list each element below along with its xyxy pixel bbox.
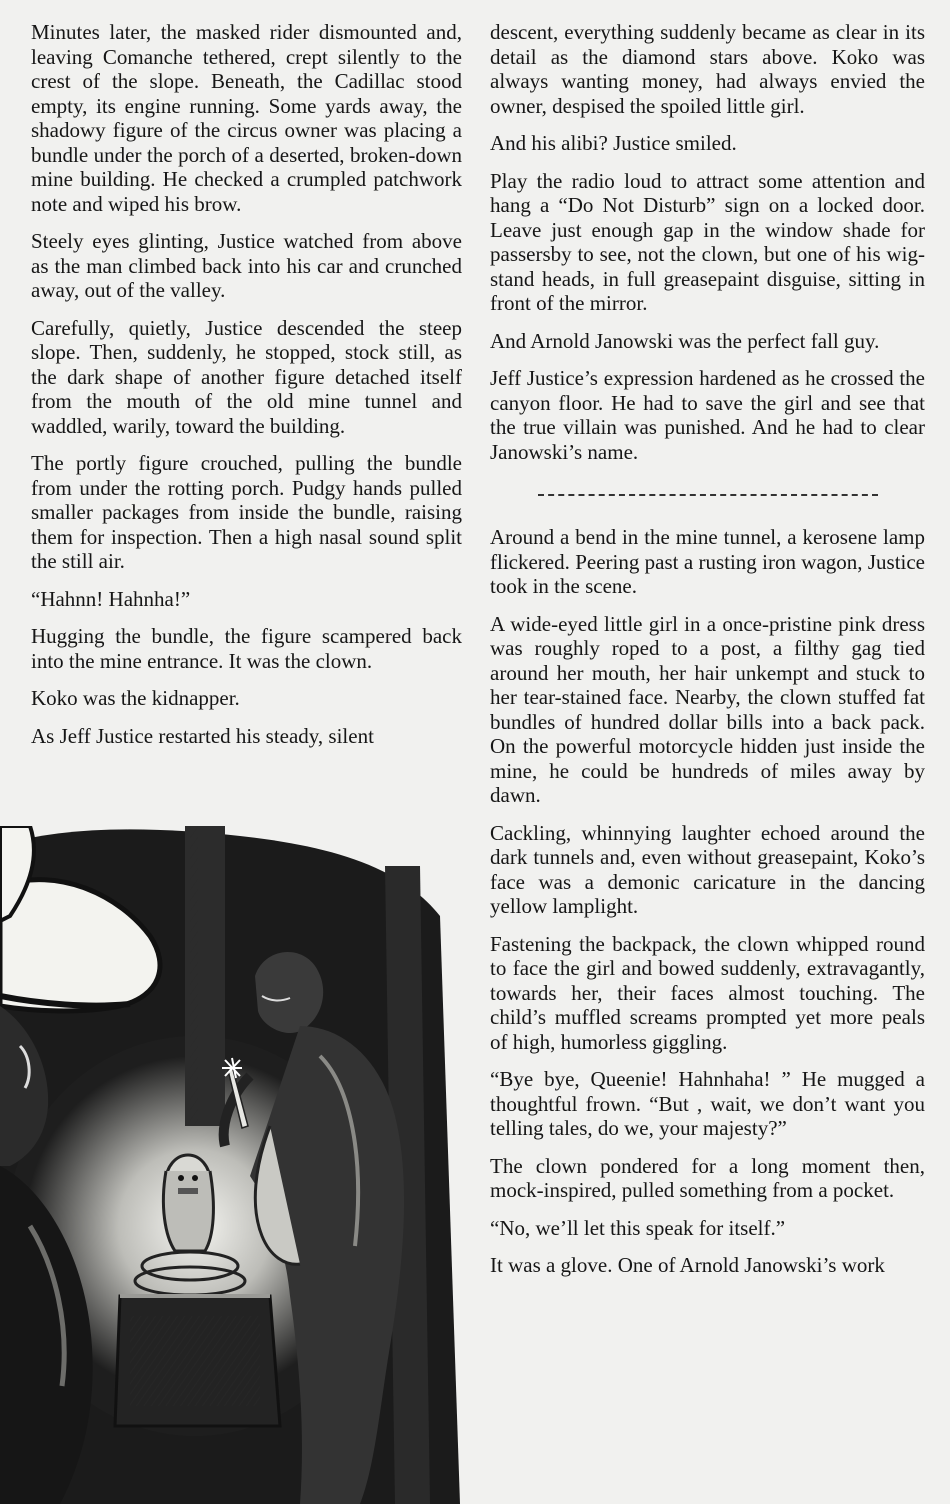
paragraph: descent, everything suddenly became as clear in its detail as the diamond stars above. Koko was always wanting money, had always envied the owner, despised the spoiled little girl. — [490, 20, 925, 118]
mine-scene-illustration — [0, 826, 470, 1504]
paragraph: The clown pondered for a long moment then, mock-inspired, pulled something from a pocket. — [490, 1153, 925, 1202]
paragraph: Carefully, quietly, Justice descended the steep slope. Then, suddenly, he stopped, stock still, as the dark shape of another figure detached itself from the mouth of the old mine tunnel and waddled, warily, toward the building. — [31, 315, 462, 438]
paragraph: Koko was the kidnapper. — [31, 686, 240, 710]
paragraph: Cackling, whinnying laughter echoed around the dark tunnels and, even without greasepaint, Koko’s face was a demonic caricature in the dancing yellow lamplight. — [490, 820, 925, 918]
paragraph: Steely eyes glinting, Justice watched from above as the man climbed back into his car and crunched away, out of the valley. — [31, 229, 462, 302]
paragraph: Minutes later, the masked rider dismounted and, leaving Comanche tethered, crept silently to the crest of the slope. Beneath, the Cadillac stood empty, its engine running. Some yards away, the shadowy figure of the circus owner was placing a bundle under the porch of a deserted, broken-down mine building. He checked a crumpled patchwork note and wiped his brow. — [31, 20, 462, 216]
paragraph: “Bye bye, Queenie! Hahnhaha! ” He mugged a thoughtful frown. “But , wait, we don’t want you telling tales, do we, your majesty?” — [490, 1067, 925, 1140]
paragraph: The portly figure crouched, pulling the bundle from under the rotting porch. Pudgy hands pulled smaller packages from inside the bundle, raising them for inspection. Then a high nasal sound split the still air. — [31, 451, 462, 573]
left-text-column — [31, 20, 462, 761]
paragraph: Jeff Justice’s expression hardened as he crossed the canyon floor. He had to save the girl and see that the true villain was punished. And he had to clear Janowski’s name. — [490, 366, 925, 464]
paragraph: It was a glove. One of Arnold Janowski’s work — [490, 1253, 885, 1277]
paragraph: Hugging the bundle, the figure scampered back into the mine entrance. It was the clown. — [31, 624, 462, 673]
scene-break-divider — [490, 477, 925, 513]
paragraph: “No, we’ll let this speak for itself.” — [490, 1215, 786, 1240]
paragraph: A wide-eyed little girl in a once-pristine pink dress was roughly roped to a post, a filthy gag tied around her mouth, her hair unkempt and stuck to her tear-stained face. Nearby, the clown stuffed fat bundles of hundred dollar bills into a back pack. On the powerful motorcycle hidden just inside the mine, he could be hundreds of miles away by dawn. — [490, 611, 925, 807]
paragraph: As Jeff Justice restarted his steady, silent — [31, 723, 374, 748]
paragraph: Around a bend in the mine tunnel, a kerosene lamp flickered. Peering past a rusting iron wagon, Justice took in the scene. — [490, 525, 925, 598]
paragraph: Fastening the backpack, the clown whipped round to face the girl and bowed suddenly, extravagantly, towards her, their faces almost touching. The child’s muffled screams prompted yet more peals of high, humorless giggling. — [490, 931, 925, 1054]
paragraph: And Arnold Janowski was the perfect fall guy. — [490, 328, 880, 353]
paragraph: “Hahnn! Hahnha!” — [31, 586, 191, 611]
paragraph: And his alibi? Justice smiled. — [490, 131, 737, 155]
mine-wagon — [115, 1296, 280, 1426]
right-text-column — [490, 20, 925, 1291]
paragraph: Play the radio loud to attract some attention and hang a “Do Not Disturb” sign on a locked door. Leave just enough gap in the window shade for passersby to see, not the clown, but one of his wig-stand heads, in full greasepaint disguise, sitting in front of the mirror. — [490, 168, 925, 315]
